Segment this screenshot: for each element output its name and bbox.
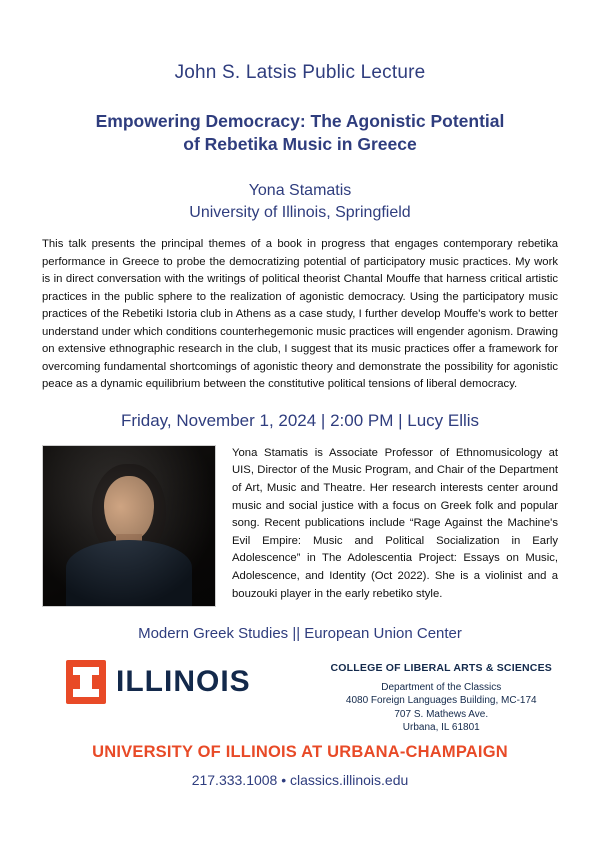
contact-info[interactable]: 217.333.1008 • classics.illinois.edu — [191, 771, 409, 788]
speaker-bio: Yona Stamatis is Associate Professor of Ethnomusicology at UIS, Director of the Music Program, and Chair of the Department of Art, Music and Theatre. Her research interests center around music and social justice with a focus on Greek folk and popular song. Recent publications include “Rage Against the Machine's Evil Empire: Music and Political Socialization in Early Adolescence” in The Adolescentia Project: Essays on Music, Adolescence, and Identity (Oct 2022). She is a violinist and a bouzouki player in the early rebetiko style. — [232, 446, 558, 600]
event-details: Friday, November 1, 2024 | 2:00 PM | Lucy Ellis — [120, 410, 480, 430]
illinois-logo — [66, 660, 251, 704]
portrait-vignette — [43, 446, 215, 606]
sponsoring-programs: Modern Greek Studies || European Union Center — [138, 624, 462, 642]
lecture-title — [42, 110, 558, 156]
address-line-2: 707 S. Mathews Ave. — [394, 708, 489, 720]
illinois-wordmark: ILLINOIS — [116, 664, 251, 698]
lecture-title-line-2: of Rebetika Music in Greece — [183, 134, 417, 155]
speaker-portrait-image — [42, 445, 216, 607]
block-i-icon — [66, 660, 106, 704]
department-block — [331, 656, 558, 735]
series-title: John S. Latsis Public Lecture — [174, 62, 426, 83]
abstract-text: This talk presents the principal themes of a book in progress that engages contemporary rebetika performance in Greece to probe the democratizing potential of participatory music practices. My work is in direct conversation with the writings of political theorist Chantal Mouffe that harness critical artistic practices in the public sphere to the realization of agonistic democracy. Using the participatory music practices of the Rebetiki Istoria club in Athens as a case study, I further develop Mouffe's work to better understand under which conditions counterhegemonic music practices will engender agonism. Drawing on extensive ethnographic research in the club, I suggest that its music practices offer a framework for overcoming fundamental shortcomings of agonistic theory and demonstrate the possibility for agonistic peace as a dynamic equilibrium between the constitutive political tensions of liberal democracy. — [42, 238, 558, 391]
speaker-affiliation: University of Illinois, Springfield — [189, 204, 411, 222]
address-line-3: Urbana, IL 61801 — [402, 722, 480, 734]
speaker-name: Yona Stamatis — [248, 182, 352, 200]
bio-row — [42, 445, 558, 607]
college-name: COLLEGE OF LIBERAL ARTS & SCIENCES — [330, 661, 552, 674]
illinois-logo-block — [42, 656, 251, 704]
university-name: UNIVERSITY OF ILLINOIS AT URBANA-CHAMPAIGN — [92, 742, 508, 761]
footer — [42, 656, 558, 735]
department-address — [331, 681, 552, 735]
department-name: Department of the Classics — [381, 681, 502, 693]
lecture-poster — [0, 62, 600, 862]
lecture-title-line-1: Empowering Democracy: The Agonistic Potential — [95, 111, 505, 131]
address-line-1: 4080 Foreign Languages Building, MC-174 — [345, 695, 537, 707]
